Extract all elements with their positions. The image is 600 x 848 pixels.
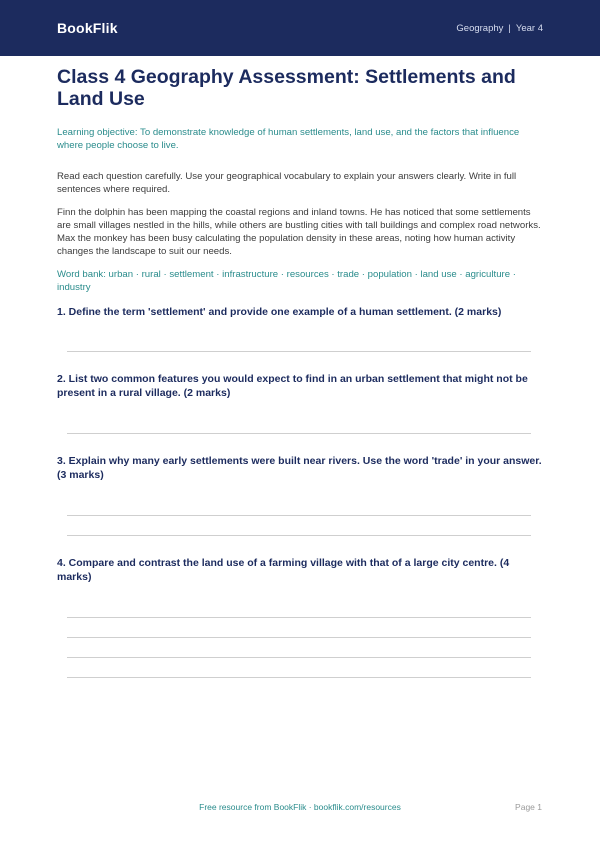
footer-credit[interactable]: Free resource from BookFlik · bookflik.com/resources: [199, 802, 401, 812]
question-2: 2. List two common features you would expect to find in an urban settlement that might not be present in a rural village. (2 marks): [57, 373, 528, 399]
question-1: 1. Define the term 'settlement' and provide one example of a human settlement. (2 marks): [57, 306, 502, 318]
story-text: Finn the dolphin has been mapping the coastal regions and inland towns. He has noticed that some settlements are small villages nestled in the hills, while others are bustling cities with tall buildings and complex road networks. Max the monkey has been busy calculating the population density in these areas, noting how human activity changes the landscape to suit our needs.: [57, 207, 541, 257]
instructions-text: Read each question carefully. Use your geographical vocabulary to explain your answers clearly. Write in full sentences where required.: [57, 171, 517, 195]
answer-line-1a[interactable]: [67, 351, 531, 352]
question-4: 4. Compare and contrast the land use of a farming village with that of a large city centre. (4 marks): [57, 557, 510, 583]
intro-section: [57, 66, 543, 294]
learning-objective: Learning objective: To demonstrate knowledge of human settlements, land use, and the factors that influence where people choose to live.: [57, 127, 520, 151]
word-bank: Word bank: urban · rural · settlement · infrastructure · resources · trade · population · land use · agriculture · industry: [57, 269, 516, 293]
answer-line-4b[interactable]: [67, 637, 531, 638]
page-header: [0, 0, 600, 56]
answer-line-2a[interactable]: [67, 433, 531, 434]
brand-logo: BookFlik: [57, 20, 118, 36]
answer-line-4c[interactable]: [67, 657, 531, 658]
answer-line-4a[interactable]: [67, 617, 531, 618]
question-3: 3. Explain why many early settlements were built near rivers. Use the word 'trade' in your answer. (3 marks): [57, 455, 542, 481]
answer-line-3a[interactable]: [67, 515, 531, 516]
subject-label: Geography: [456, 22, 504, 34]
answer-line-4d[interactable]: [67, 677, 531, 678]
page-title: Class 4 Geography Assessment: Settlements and Land Use: [57, 66, 516, 110]
answer-line-3b[interactable]: [67, 535, 531, 536]
meta-separator: |: [508, 22, 511, 34]
subject-year: [456, 23, 543, 34]
year-label: Year 4: [515, 22, 543, 34]
page-number: Page 1: [515, 802, 542, 812]
page-footer: [0, 802, 600, 816]
